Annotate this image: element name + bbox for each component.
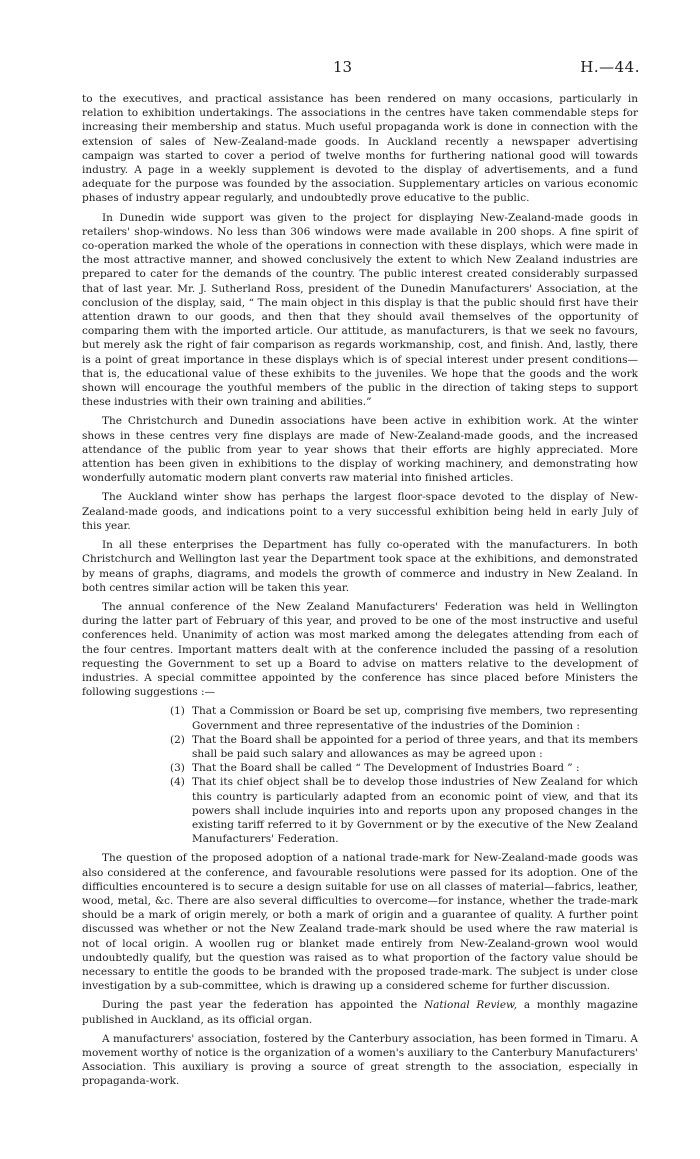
paragraph: The Christchurch and Dunedin associations have been active in exhibition work. At the winter shows in these centres very fine displays are made of New-Zealand-made goods, and the increased attendance of the public from year to year shows that their efforts are highly appreciated. More attention has been given in exhibitions to the display of working machinery, and demonstrating how wonderfully automatic modern plant converts raw material into finished articles. [82, 415, 638, 485]
list-item-text: That the Board shall be called “ The Development of Industries Board ” : [192, 762, 580, 775]
paragraph-text: During the past year the federation has appointed the [102, 999, 424, 1012]
list-item [82, 761, 638, 775]
paragraph [82, 998, 638, 1026]
publication-title: National Review, [423, 999, 518, 1012]
paragraph: In Dunedin wide support was given to the project for displaying New-Zealand-made goods in retailers' shop-windows. No less than 306 windows were made available in 200 shops. A fine spirit of co-operation marked the whole of the operations in connection with these displays, which were made in the most attractive manner, and showed conclusively the extent to which New Zealand industries are prepared to cater for the demands of the country. The public interest created considerably surpassed that of last year. Mr. J. Sutherland Ross, president of the Dunedin Manufacturers' Association, at the conclusion of the display, said, “ The main object in this display is that the public should first have their attention drawn to our goods, and then that they should avail themselves of the opportunity of comparing them with the imported article. Our attitude, as manufacturers, is that we seek no favours, but merely ask the right of fair comparison as regards workmanship, cost, and finish. And, lastly, there is a point of great importance in these displays which is of special interest under present conditions—that is, the educational value of these exhibits to the juveniles. We hope that the goods and the work shown will encourage the youthful members of the public in the direction of taking steps to support these industries with their own training and abilities.” [82, 211, 638, 409]
list-item [82, 704, 638, 732]
list-item-text: That its chief object shall be to develop those industries of New Zealand for which this country is particularly adapted from an economic point of view, and that its powers shall include inquiries into and reports upon any proposed changes in the existing tariff referred to it by Government or by the executive of the New Zealand Manufacturers' Federation. [192, 776, 638, 846]
paragraph: The annual conference of the New Zealand Manufacturers' Federation was held in Wellington during the latter part of February of this year, and proved to be one of the most instructive and useful conferences held. Unanimity of action was most marked among the delegates attending from each of the four centres. Important matters dealt with at the conference included the passing of a resolution requesting the Government to set up a Board to advise on matters relative to the development of industries. A special committee appointed by the conference has since placed before Ministers the following suggestions :— [82, 600, 638, 699]
list-item-number: (3) [170, 762, 185, 775]
list-item-number: (4) [170, 776, 185, 789]
list-item [82, 775, 638, 846]
document-reference: H.—44. [580, 58, 640, 76]
paragraph: In all these enterprises the Department has fully co-operated with the manufacturers. In both Christchurch and Wellington last year the Department took space at the exhibitions, and demonstrated by means of graphs, diagrams, and models the growth of commerce and industry in New Zealand. In both centres similar action will be taken this year. [82, 539, 638, 594]
paragraph-text: a monthly magazine published in Auckland, as its official organ. [82, 999, 638, 1026]
list-item-text: That a Commission or Board be set up, comprising five members, two representing Government and three representative of the industries of the Dominion : [192, 705, 638, 732]
list-item [82, 733, 638, 761]
paragraph: The Auckland winter show has perhaps the largest floor-space devoted to the display of New-Zealand-made goods, and indications point to a very successful exhibition being held in early July of this year. [82, 491, 638, 532]
suggestions-list [82, 704, 638, 846]
paragraph: to the executives, and practical assistance has been rendered on many occasions, particularly in relation to exhibition undertakings. The associations in the centres have taken commendable steps for increasing their membership and status. Much useful propaganda work is done in connection with the extension of sales of New-Zealand-made goods. In Auckland recently a newspaper advertising campaign was started to cover a period of twelve months for furthering national good will towards industry. A page in a weekly supplement is devoted to the display of advertisements, and a fund adequate for the purpose was founded by the association. Supplementary articles on various economic phases of industry appear regularly, and undoubtedly prove educative to the public. [82, 93, 638, 205]
list-item-number: (2) [170, 733, 185, 746]
body-text [82, 92, 638, 1094]
paragraph: The question of the proposed adoption of a national trade-mark for New-Zealand-made goods was also considered at the conference, and favourable resolutions were passed for its adoption. One of the difficulties encountered is to secure a design suitable for use on all classes of material—fabrics, leather, wood, metal, &c. There are also several difficulties to overcome—for instance, whether the trade-mark should be a mark of origin merely, or both a mark of origin and a guarantee of quality. A further point discussed was whether or not the New Zealand trade-mark should be used where the raw material is not of local origin. A woollen rug or blanket made entirely from New-Zealand-grown wool would undoubtedly qualify, but the question was raised as to what proportion of the factory value should be necessary to entitle the goods to be branded with the proposed trade-mark. The subject is under close investigation by a sub-committee, which is drawing up a considered scheme for further discussion. [82, 852, 638, 993]
page-number: 13 [333, 58, 353, 76]
list-item-number: (1) [170, 705, 185, 718]
paragraph: A manufacturers' association, fostered by the Canterbury association, has been formed in Timaru. A movement worthy of notice is the organization of a women's auxiliary to the Canterbury Manufacturers' Association. This auxiliary is proving a source of great strength to the association, especially in propaganda-work. [82, 1032, 638, 1088]
list-item-text: That the Board shall be appointed for a period of three years, and that its members shall be paid such salary and allowances as may be agreed upon : [192, 733, 638, 760]
